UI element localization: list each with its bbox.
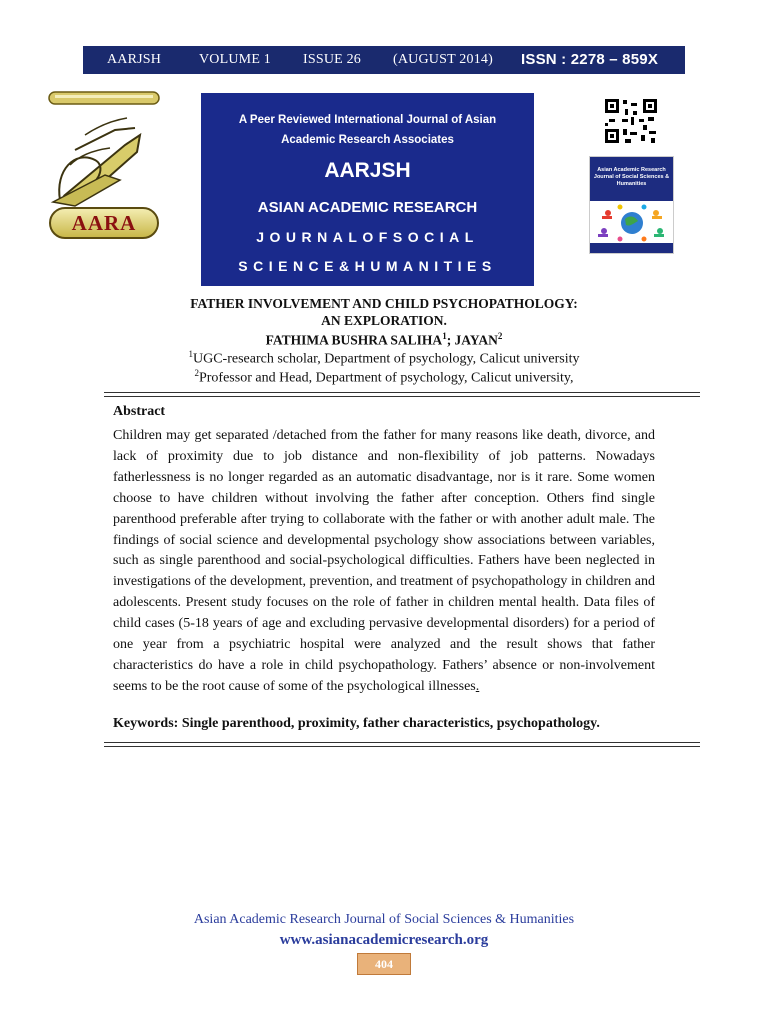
volume-label: VOLUME 1 [199,52,271,67]
affiliation-2-text: Professor and Head, Department of psychology, Calicut university, [198,370,574,386]
aara-logo-badge: AARA [49,207,159,239]
page-number: 404 [357,953,411,975]
journal-cover-image [589,156,674,254]
affiliation-1-text: UGC-research scholar, Department of psychology, Calicut university [192,351,580,367]
globe-people-icon [594,203,670,243]
author-1: FATHIMA BUSHRA SALIHA [265,332,443,348]
banner-title-2: JOURNALOFSOCIAL [256,229,479,245]
affiliation-2-superscript: 2 [194,368,199,378]
article-title-line-2: AN EXPLORATION. [321,313,447,328]
banner-tagline-1: A Peer Reviewed International Journal of Asian [238,114,497,126]
affiliation-1-superscript: 1 [188,349,193,359]
keywords: Keywords: Single parenthood, proximity, father characteristics, psychopathology. [113,716,600,731]
journal-acronym: AARJSH [107,52,162,67]
banner-title-3: SCIENCE&HUMANITIES [238,258,497,274]
author-separator: ; JAYAN [446,332,498,348]
journal-banner [201,93,534,286]
affiliation-1 [0,349,768,368]
issue-label: ISSUE 26 [303,52,361,67]
abstract-end-mark: . [475,678,480,694]
footer-website-link[interactable]: www.asianacademicresearch.org [279,932,489,948]
journal-header-bar [83,46,685,74]
footer-journal-name: Asian Academic Research Journal of Social Sciences & Humanities [193,912,575,927]
affiliation-2 [0,368,768,387]
author-2-superscript: 2 [497,331,503,341]
divider-bottom [104,742,700,747]
article-authors [0,331,768,349]
abstract-heading: Abstract [113,404,166,419]
cover-footer-band [590,243,673,253]
cover-title: Asian Academic Research Journal of Social Sciences & Humanities [590,157,673,201]
issn: ISSN : 2278 – 859X [521,51,659,68]
abstract-body: Children may get separated /detached from the father for many reasons like death, divorce, and lack of proximity due to job distance and non-flexibility of job patterns. Nowadays fatherlessness is no longer regarded as an automatic disadvantage, nor is it rare. Some women choose to have children without involving the father after conception. Others find single parenthood preferable after trying to collaborate with the father or with another adult male. The findings of social science and developmental psychology show associations between variables, such as single parenthood and social-psychological difficulties. Fathers have been neglected in investigations of the development, prevention, and treatment of psychopathology in children and adolescents. Present study focuses on the role of father in children mental health. Data files of child cases (5-18 years of age and excluding pervasive developmental disorders) for a period of one year from a psychiatric hospital were analyzed and the result shows that father characteristics do have a role in child psychopathology. Fathers’ absence or non-involvement seems to be the root cause of some of the psychological illnesses [113,428,655,694]
author-1-superscript: 1 [442,331,447,341]
banner-title-1: ASIAN ACADEMIC RESEARCH [257,199,478,216]
banner-acronym: AARJSH [324,159,411,182]
banner-tagline-2: Academic Research Associates [281,134,454,146]
article-title-line-1: FATHER INVOLVEMENT AND CHILD PSYCHOPATHOLOGY: [190,296,578,311]
divider-top [104,392,700,397]
qr-code-icon [603,97,659,145]
abstract-text [113,426,655,698]
issue-date: (AUGUST 2014) [393,52,493,67]
